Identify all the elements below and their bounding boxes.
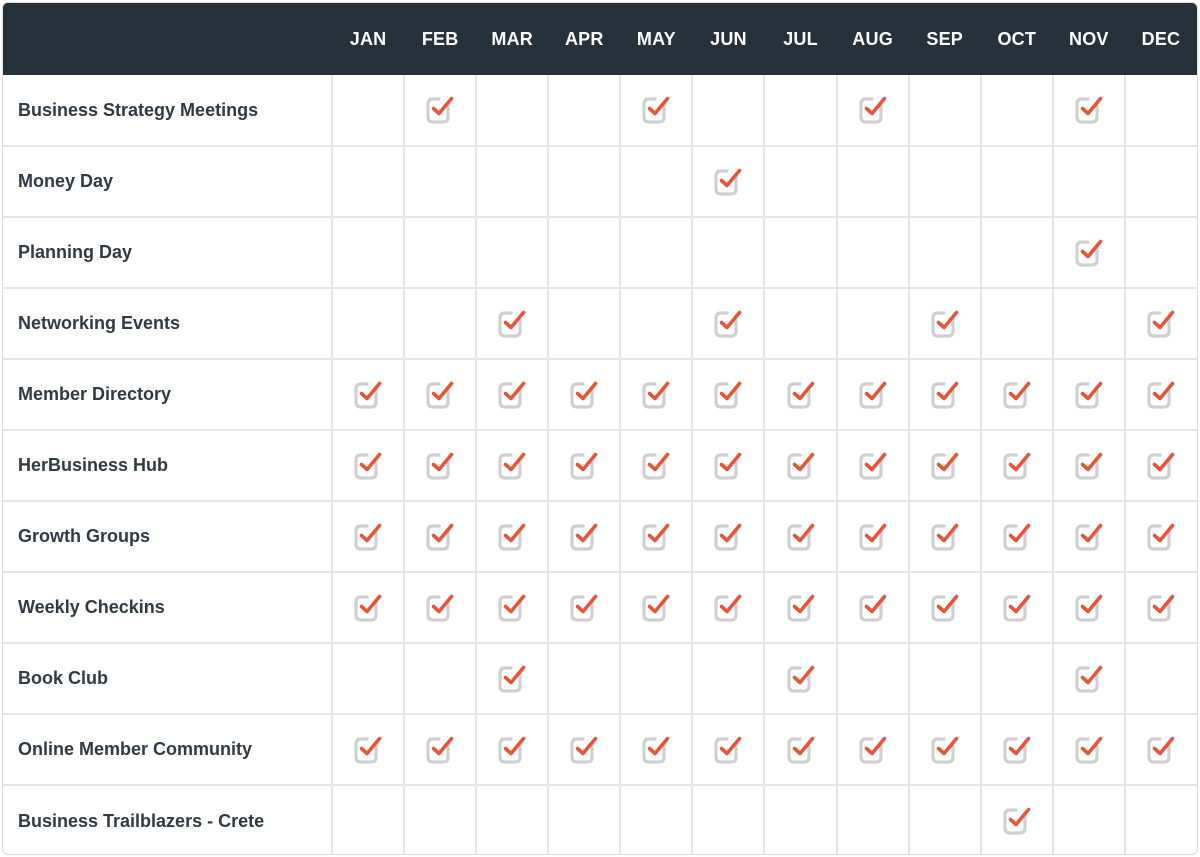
cell-oct [981,572,1053,643]
month-header-oct: OCT [997,28,1037,49]
checked-box-icon [422,377,458,413]
checked-box-icon [1143,519,1179,555]
table-row [3,75,1197,146]
cell-sep [909,217,981,288]
checked-box-icon [710,732,746,768]
month-header-jun: JUN [710,28,747,49]
month-header-dec: DEC [1141,28,1181,49]
cell-dec [1125,146,1197,217]
checked-box-icon [494,377,530,413]
table-row [3,501,1197,572]
cell-aug [837,75,909,146]
month-header-may: MAY [636,28,676,49]
checked-box-icon [494,732,530,768]
checked-box-icon [350,732,386,768]
membership-calendar [2,2,1198,855]
cell-feb [404,572,476,643]
cell-jan [332,217,404,288]
checked-box-icon [710,377,746,413]
cell-sep [909,501,981,572]
checked-box-icon [566,590,602,626]
checked-box-icon [927,732,963,768]
cell-apr [548,643,620,714]
checked-box-icon [710,590,746,626]
cell-oct [981,501,1053,572]
checked-box-icon [1071,235,1107,271]
cell-feb [404,146,476,217]
cell-feb [404,288,476,359]
cell-jan [332,430,404,501]
cell-oct [981,288,1053,359]
cell-jan [332,359,404,430]
month-header-jan: JAN [349,28,387,49]
month-header-sep: SEP [926,28,963,49]
cell-jul [764,714,836,785]
cell-jun [692,643,764,714]
row-label: Book Club [3,643,332,714]
checked-box-icon [422,590,458,626]
cell-oct [981,359,1053,430]
cell-oct [981,714,1053,785]
checked-box-icon [566,519,602,555]
checked-box-icon [1071,732,1107,768]
cell-mar [476,501,548,572]
cell-mar [476,217,548,288]
cell-may [620,430,692,501]
cell-aug [837,643,909,714]
checked-box-icon [999,590,1035,626]
checked-box-icon [566,732,602,768]
cell-oct [981,75,1053,146]
cell-dec [1125,501,1197,572]
checked-box-icon [927,377,963,413]
cell-feb [404,714,476,785]
cell-aug [837,501,909,572]
row-label: Networking Events [3,288,332,359]
cell-nov [1053,430,1125,501]
cell-mar [476,430,548,501]
cell-apr [548,785,620,855]
cell-jan [332,643,404,714]
table-row [3,288,1197,359]
checked-box-icon [422,519,458,555]
row-label: Business Trailblazers - Crete [3,785,332,855]
checked-box-icon [638,519,674,555]
month-header-nov: NOV [1069,28,1109,49]
checked-box-icon [494,448,530,484]
cell-apr [548,217,620,288]
checked-box-icon [855,377,891,413]
row-label: Growth Groups [3,501,332,572]
cell-feb [404,75,476,146]
checked-box-icon [638,377,674,413]
cell-dec [1125,288,1197,359]
cell-aug [837,288,909,359]
cell-aug [837,146,909,217]
checked-box-icon [1143,377,1179,413]
cell-sep [909,714,981,785]
cell-mar [476,572,548,643]
cell-sep [909,572,981,643]
checked-box-icon [566,377,602,413]
checked-box-icon [566,448,602,484]
checked-box-icon [855,519,891,555]
table-row [3,146,1197,217]
table-row [3,643,1197,714]
cell-sep [909,75,981,146]
cell-apr [548,430,620,501]
cell-apr [548,714,620,785]
cell-feb [404,643,476,714]
cell-sep [909,288,981,359]
cell-jan [332,501,404,572]
cell-aug [837,217,909,288]
cell-jan [332,288,404,359]
checked-box-icon [927,519,963,555]
cell-nov [1053,501,1125,572]
checked-box-icon [1143,732,1179,768]
cell-oct [981,785,1053,855]
cell-apr [548,146,620,217]
cell-feb [404,217,476,288]
checked-box-icon [350,448,386,484]
cell-oct [981,643,1053,714]
row-label: Business Strategy Meetings [3,75,332,146]
cell-jun [692,714,764,785]
checked-box-icon [927,306,963,342]
checked-box-icon [1071,590,1107,626]
checked-box-icon [494,661,530,697]
cell-dec [1125,75,1197,146]
checked-box-icon [855,448,891,484]
checked-box-icon [1071,661,1107,697]
cell-may [620,785,692,855]
cell-may [620,501,692,572]
cell-may [620,714,692,785]
checked-box-icon [1071,92,1107,128]
checked-box-icon [710,306,746,342]
cell-dec [1125,785,1197,855]
cell-jan [332,146,404,217]
checked-box-icon [1143,590,1179,626]
cell-mar [476,359,548,430]
checked-box-icon [783,590,819,626]
cell-jul [764,572,836,643]
checked-box-icon [710,448,746,484]
checked-box-icon [855,92,891,128]
cell-mar [476,785,548,855]
cell-nov [1053,359,1125,430]
cell-sep [909,430,981,501]
month-header-aug: AUG [852,28,893,49]
checked-box-icon [350,519,386,555]
month-header-jul: JUL [783,28,818,49]
cell-feb [404,501,476,572]
cell-may [620,572,692,643]
cell-aug [837,714,909,785]
cell-jun [692,75,764,146]
cell-dec [1125,714,1197,785]
cell-oct [981,217,1053,288]
row-label: Weekly Checkins [3,572,332,643]
calendar-table [3,3,1197,855]
cell-dec [1125,430,1197,501]
table-row [3,572,1197,643]
row-label: HerBusiness Hub [3,430,332,501]
checked-box-icon [494,519,530,555]
checked-box-icon [999,377,1035,413]
cell-may [620,288,692,359]
cell-aug [837,572,909,643]
checked-box-icon [855,590,891,626]
checked-box-icon [999,519,1035,555]
table-row [3,785,1197,855]
cell-aug [837,359,909,430]
row-label: Planning Day [3,217,332,288]
checked-box-icon [422,448,458,484]
cell-jan [332,75,404,146]
checked-box-icon [422,92,458,128]
calendar-body [3,75,1197,855]
checked-box-icon [710,519,746,555]
cell-feb [404,359,476,430]
cell-jun [692,501,764,572]
checked-box-icon [783,661,819,697]
header-row [3,3,1197,75]
checked-box-icon [783,377,819,413]
cell-nov [1053,217,1125,288]
checked-box-icon [999,448,1035,484]
row-label: Online Member Community [3,714,332,785]
cell-mar [476,75,548,146]
table-row [3,359,1197,430]
cell-jun [692,288,764,359]
month-header-apr: APR [564,28,604,49]
cell-apr [548,75,620,146]
checked-box-icon [422,732,458,768]
checked-box-icon [638,92,674,128]
checked-box-icon [1071,448,1107,484]
table-row [3,217,1197,288]
cell-jun [692,572,764,643]
cell-jul [764,146,836,217]
cell-nov [1053,75,1125,146]
checked-box-icon [927,448,963,484]
table-row [3,714,1197,785]
cell-sep [909,146,981,217]
cell-mar [476,643,548,714]
cell-jan [332,714,404,785]
checked-box-icon [1071,377,1107,413]
cell-mar [476,288,548,359]
cell-apr [548,501,620,572]
checked-box-icon [494,590,530,626]
header-corner [3,3,332,75]
checked-box-icon [783,519,819,555]
cell-dec [1125,359,1197,430]
row-label: Member Directory [3,359,332,430]
cell-nov [1053,288,1125,359]
cell-dec [1125,572,1197,643]
checked-box-icon [350,377,386,413]
cell-jun [692,430,764,501]
checked-box-icon [1143,306,1179,342]
checked-box-icon [638,448,674,484]
checked-box-icon [1143,448,1179,484]
cell-dec [1125,217,1197,288]
cell-jun [692,785,764,855]
month-header-feb: FEB [421,28,459,49]
checked-box-icon [350,590,386,626]
checked-box-icon [494,306,530,342]
cell-sep [909,643,981,714]
cell-nov [1053,643,1125,714]
table-row [3,430,1197,501]
cell-jul [764,430,836,501]
cell-jul [764,288,836,359]
cell-nov [1053,146,1125,217]
cell-jul [764,785,836,855]
cell-aug [837,785,909,855]
cell-nov [1053,572,1125,643]
cell-feb [404,430,476,501]
cell-jul [764,643,836,714]
cell-feb [404,785,476,855]
cell-aug [837,430,909,501]
cell-mar [476,146,548,217]
checked-box-icon [999,803,1035,839]
cell-jul [764,501,836,572]
month-header-mar: MAR [491,28,533,49]
cell-mar [476,714,548,785]
cell-may [620,359,692,430]
cell-jul [764,217,836,288]
cell-may [620,217,692,288]
cell-nov [1053,714,1125,785]
cell-oct [981,430,1053,501]
cell-oct [981,146,1053,217]
checked-box-icon [1071,519,1107,555]
checked-box-icon [638,590,674,626]
cell-apr [548,359,620,430]
cell-jul [764,359,836,430]
cell-may [620,643,692,714]
cell-jun [692,217,764,288]
checked-box-icon [783,448,819,484]
cell-jun [692,359,764,430]
checked-box-icon [855,732,891,768]
cell-jan [332,572,404,643]
checked-box-icon [999,732,1035,768]
cell-jul [764,75,836,146]
cell-nov [1053,785,1125,855]
row-label: Money Day [3,146,332,217]
cell-apr [548,572,620,643]
cell-may [620,146,692,217]
cell-apr [548,288,620,359]
cell-jun [692,146,764,217]
checked-box-icon [710,164,746,200]
cell-jan [332,785,404,855]
checked-box-icon [927,590,963,626]
cell-sep [909,359,981,430]
checked-box-icon [783,732,819,768]
cell-dec [1125,643,1197,714]
cell-may [620,75,692,146]
cell-sep [909,785,981,855]
checked-box-icon [638,732,674,768]
